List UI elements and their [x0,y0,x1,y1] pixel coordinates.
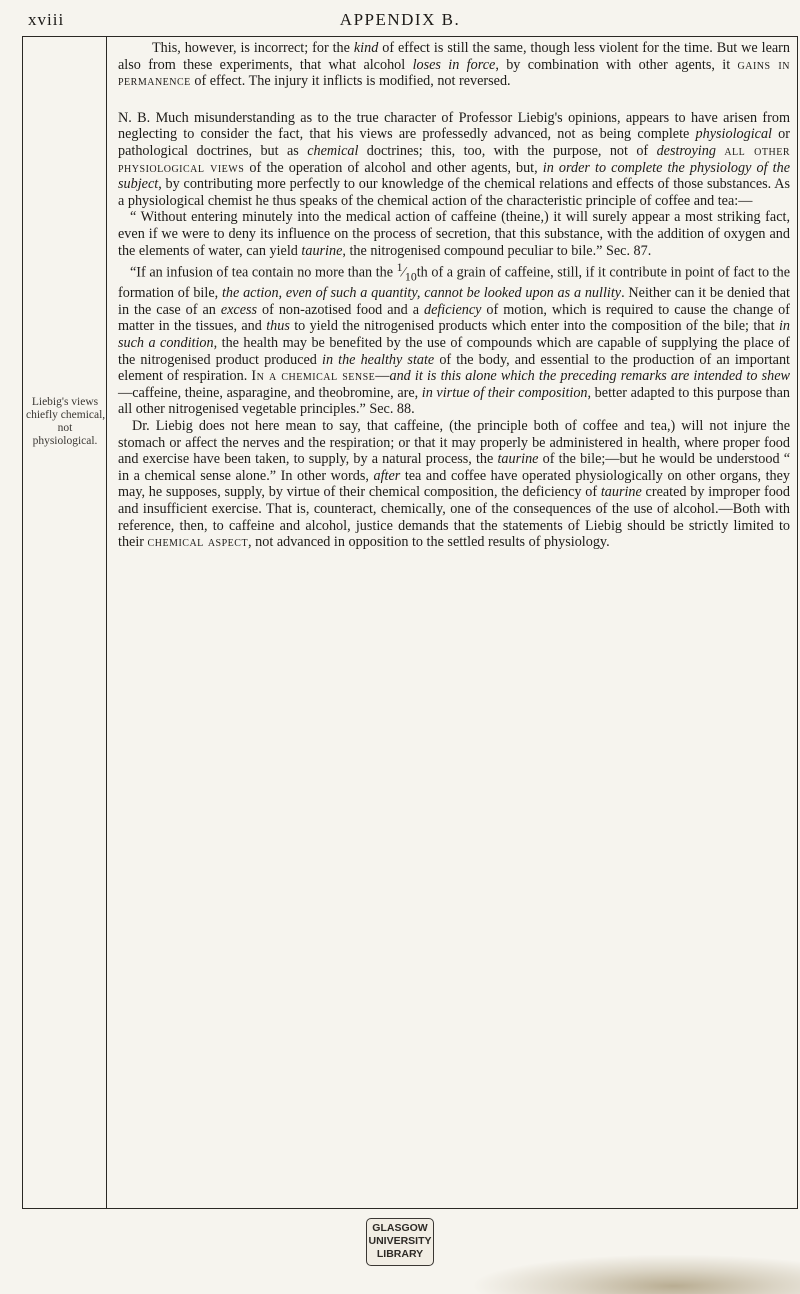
marginal-note-line: Liebig's views [31,396,99,408]
paper-stain [470,1254,800,1294]
marginal-note-line: chiefly chemical, [26,409,106,421]
quote-section-88: “If an infusion of tea contain no more than the $^1⁄_{10}th$ of a grain of caffeine, still, if it contribute in point of fact to the formation of bile, the action, even of such a quantity, cannot be looked upon as a nullity. Neither can it be denied that in the case of an excess of non-azotised food and a deficiency of motion, which is required to cause the change of matter in the tissues, and thus to yield the nitrogenised products which enter into the composition of the bile; that in such a condition, the health may be benefited by the use of compounds which are capable of supplying the place of the nitrogenised product produced in the healthy state of the body, and essential to the production of an important element of respiration. In a chemical sense—and it is this alone which the preceding remarks are intended to shew—caffeine, theine, asparagine, and theobromine, are, in virtue of their composition, better adapted to this purpose than all other nitrogenised vegetable principles.” Sec. 88. [118,260,790,418]
library-stamp [366,1218,434,1266]
running-title: APPENDIX B. [339,10,461,29]
paragraph-incorrect-effect: This, however, is incorrect; for the kind of effect is still the same, though less violent for the time. But we learn also from these experiments, that what alcohol loses in force, by combination with other agents, it gains in permanence of effect. The injury it inflicts is modified, not reversed. [118,40,790,90]
paragraph-liebig-meaning: Dr. Liebig does not here mean to say, that caffeine, (the principle both of coffee and tea,) will not injure the stomach or affect the nerves and the respiration; or that it may properly be administered in health, where proper food and exercise have been taken, to supply, by a natural process, the taurine of the bile;—but he would be understood “ in a chemical sense alone.” In other words, after tea and coffee have operated physiologically on other organs, they may, he supposes, supply, by virtue of their chemical composition, the deficiency of taurine created by improper food and insufficient exercise. That is, counteract, chemically, one of the consequences of the use of alcohol.—Both with reference, then, to caffeine and alcohol, justice demands that the statements of Liebig should be strictly limited to their chemical aspect, not advanced in opposition to the settled results of physiology. [118,418,791,551]
stamp-line: GLASGOW [372,1222,428,1234]
body-text [118,40,790,551]
page-header [0,6,800,36]
bottom-rule [22,1208,798,1209]
top-rule [22,36,798,37]
paragraph-nota-bene: N. B. Much misunderstanding as to the true character of Professor Liebig's opinions, appears to have arisen from neglecting to consider the fact, that his views are professedly advanced, not as being complete physiological or pathological doctrines, but as chemical doctrines; this, too, with the purpose, not of destroying all other physiological views of the operation of alcohol and other agents, but, in order to complete the physiology of the subject, by contributing more perfectly to our knowledge of the chemical relations and effects of those substances. As a physiological chemist he thus speaks of the chemical action of the characteristic principle of coffee and tea:— [118,109,790,209]
stamp-line: UNIVERSITY [368,1235,432,1247]
marginal-note [26,396,104,448]
margin-rule [106,37,107,1209]
page-number: xviii [28,10,65,29]
quote-section-87: “ Without entering minutely into the medical action of caffeine (theine,) it will surely appear a most striking fact, even if we were to deny its influence on the process of secretion, that this substance, with the addition of oxygen and the elements of water, can yield taurine, the nitrogenised compound peculiar to bile.” Sec. 87. [118,209,790,259]
left-frame-rule [22,37,23,1209]
marginal-note-line: physiological. [32,435,98,447]
right-frame-rule [797,37,798,1209]
marginal-note-line: not [57,422,73,434]
stamp-line: LIBRARY [376,1248,424,1260]
